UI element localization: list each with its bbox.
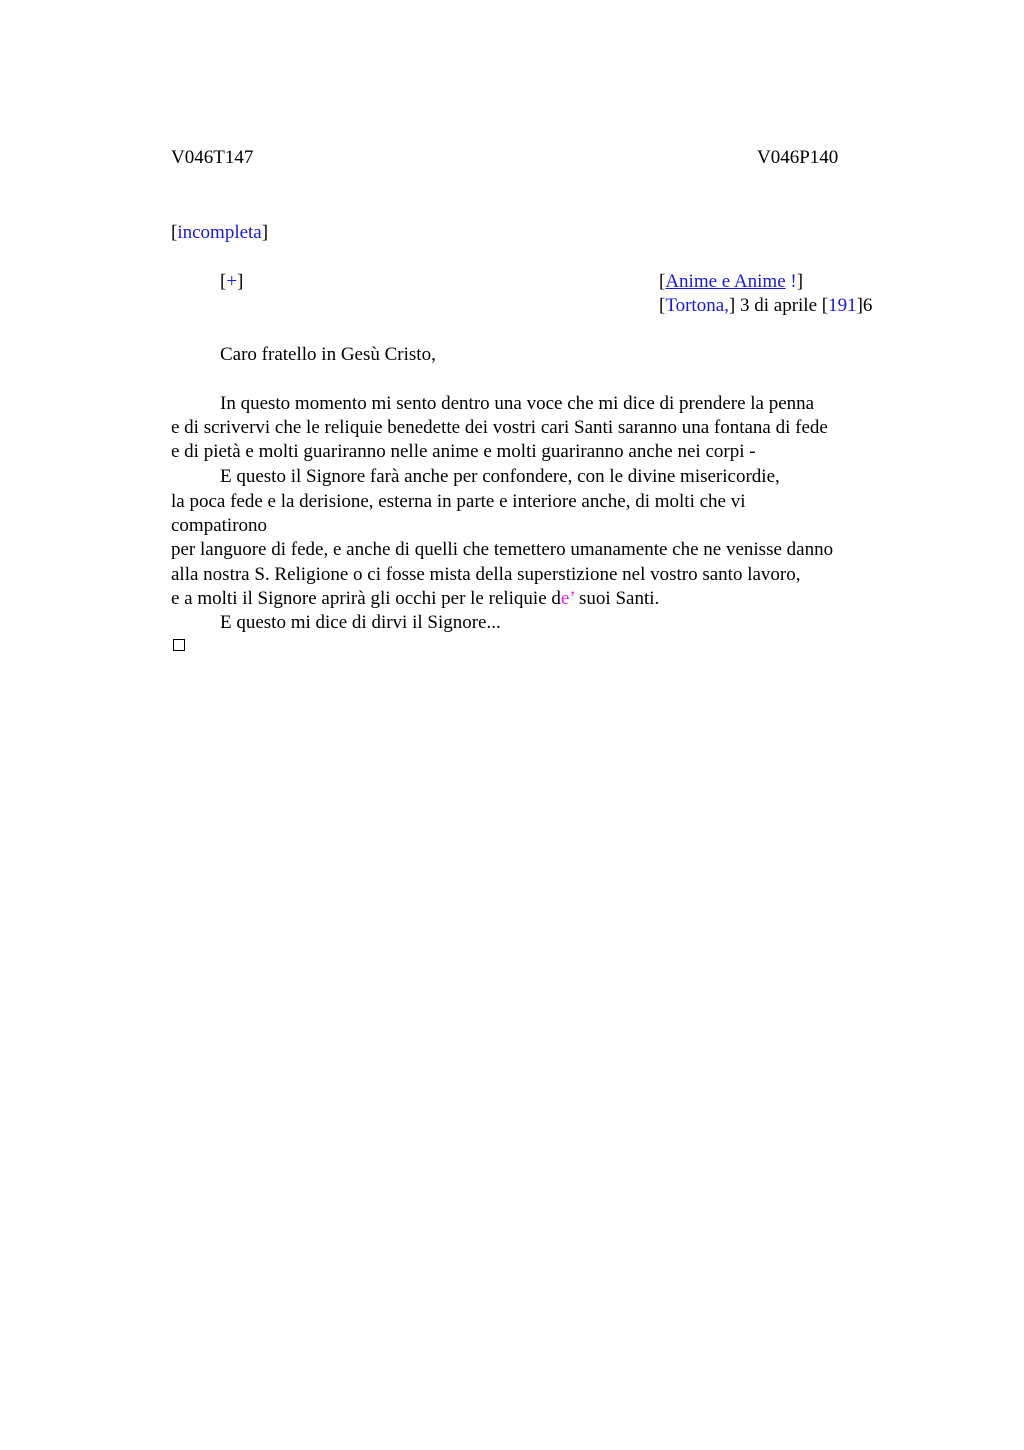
body-line: In questo momento mi sento dentro una voce che mi dice di prendere la penna [220, 393, 815, 414]
bracket-close: ] [261, 222, 269, 243]
motto-exclamation: ! [790, 271, 797, 292]
bracket-open: [ [821, 295, 829, 316]
body-line: e di pietà e molti guariranno nelle anime e molti guariranno anche nei corpi - [171, 441, 756, 462]
year-prefix: 191 [828, 295, 857, 316]
year-suffix: 6 [862, 295, 873, 316]
document-code-left: V046T147 [171, 147, 254, 168]
line-text: e a molti il Signore aprirà gli occhi per le reliquie d [171, 588, 561, 609]
bracket-close: ] [728, 295, 736, 316]
body-line: alla nostra S. Religione o ci fosse mista della superstizione nel vostro santo lavoro, [171, 564, 801, 585]
motto [659, 270, 803, 294]
cross-symbol: + [226, 271, 238, 292]
body-line: e di scrivervi che le reliquie benedette dei vostri cari Santi saranno una fontana di fede [171, 417, 828, 438]
cross-mark [220, 270, 243, 294]
bracket-open: [ [659, 271, 666, 292]
status-label: incompleta [177, 222, 262, 243]
status-note [171, 221, 268, 245]
bracket-open: [ [220, 271, 227, 292]
place-date [659, 294, 872, 318]
bracket-open: [ [171, 222, 178, 243]
motto-link[interactable]: Anime e Anime [665, 271, 786, 292]
salutation: Caro fratello in Gesù Cristo, [220, 344, 436, 365]
body-line: la poca fede e la derisione, esterna in parte e interiore anche, di molti che vi [171, 491, 746, 512]
end-of-text-square-icon [173, 639, 185, 651]
body-line: per languore di fede, e anche di quelli che temettero umanamente che ne venisse danno [171, 539, 834, 560]
page-code-right: V046P140 [757, 147, 839, 168]
line-text: suoi Santi. [574, 588, 660, 609]
body-line: E questo mi dice di dirvi il Signore... [220, 612, 501, 633]
bracket-close: ] [796, 271, 804, 292]
bracket-close: ] [237, 271, 244, 292]
place-name: Tortona, [665, 295, 729, 316]
body-line: compatirono [171, 515, 268, 536]
editorial-correction: e’ [560, 588, 575, 609]
body-line [171, 587, 659, 611]
body-line: E questo il Signore farà anche per confondere, con le divine misericordie, [220, 466, 780, 487]
date-text: 3 di aprile [735, 295, 822, 316]
bracket-close: ] [856, 295, 863, 316]
bracket-open: [ [659, 295, 666, 316]
